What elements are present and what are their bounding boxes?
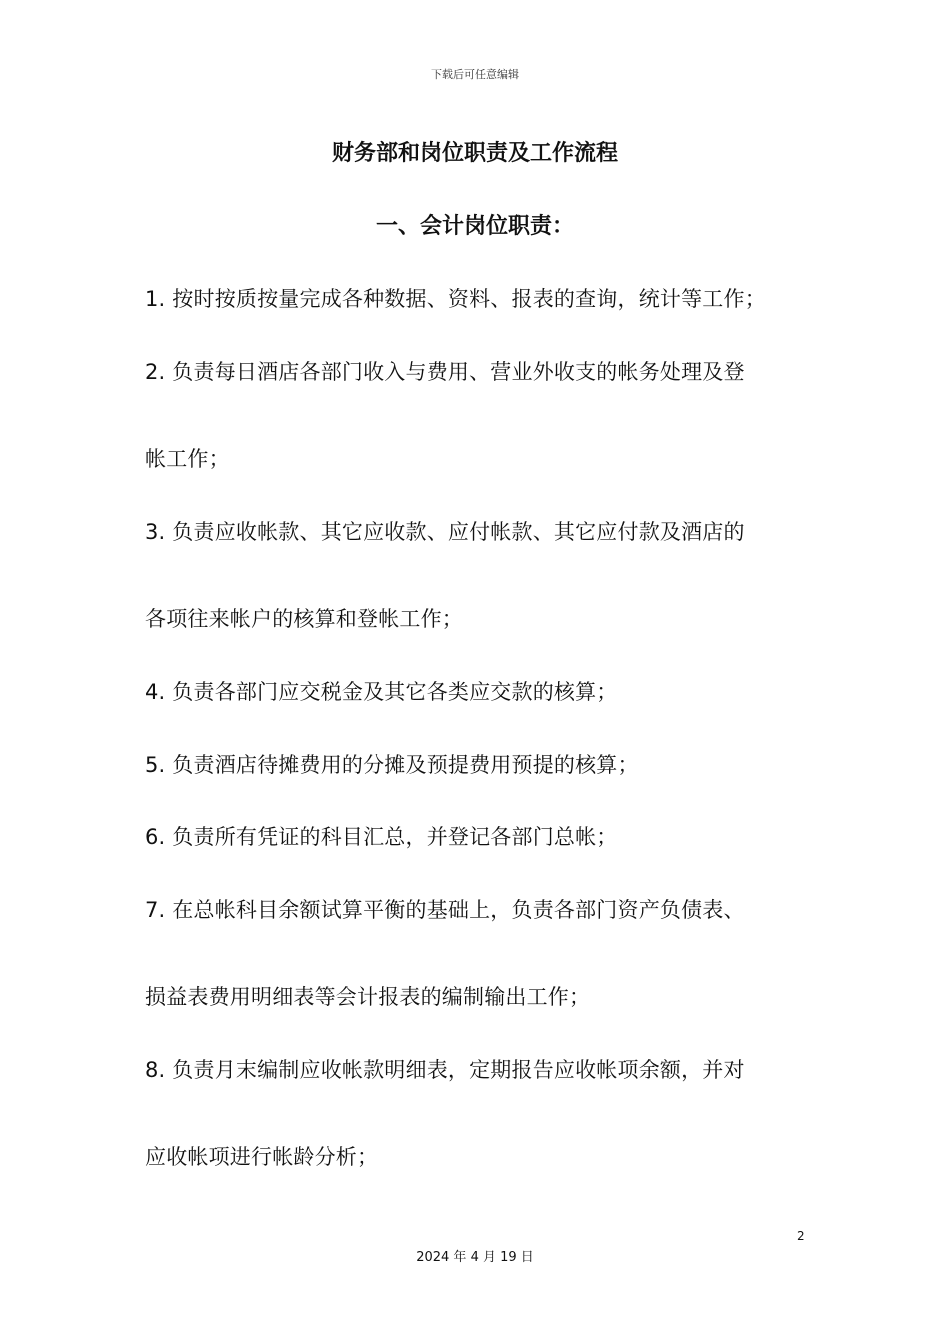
duty-item-2: 2. 负责每日酒店各部门收入与费用、营业外收支的帐务处理及登 [145,360,745,384]
duty-item-3-continued: 各项往来帐户的核算和登帐工作； [145,607,463,631]
duty-item-8: 8. 负责月末编制应收帐款明细表，定期报告应收帐项余额，并对 [145,1058,745,1082]
duty-item-7-continued: 损益表费用明细表等会计报表的编制输出工作； [145,985,591,1009]
duty-item-6: 6. 负责所有凭证的科目汇总，并登记各部门总帐； [145,825,618,849]
duty-item-3: 3. 负责应收帐款、其它应收款、应付帐款、其它应付款及酒店的 [145,520,745,544]
duty-item-2-continued: 帐工作； [145,447,230,471]
duty-item-8-continued: 应收帐项进行帐龄分析； [145,1145,379,1169]
duty-item-1: 1. 按时按质按量完成各种数据、资料、报表的查询，统计等工作； [145,287,766,311]
download-editable-note: 下载后可任意编辑 [431,68,519,81]
duty-item-5: 5. 负责酒店待摊费用的分摊及预提费用预提的核算； [145,753,639,777]
document-title: 财务部和岗位职责及工作流程 [331,141,618,166]
duty-item-4: 4. 负责各部门应交税金及其它各类应交款的核算； [145,680,618,704]
duty-item-7: 7. 在总帐科目余额试算平衡的基础上，负责各部门资产负债表、 [145,898,745,922]
page-number: 2 [797,1229,805,1243]
footer-date: 2024 年 4 月 19 日 [416,1250,534,1265]
section-heading: 一、会计岗位职责： [375,214,574,239]
